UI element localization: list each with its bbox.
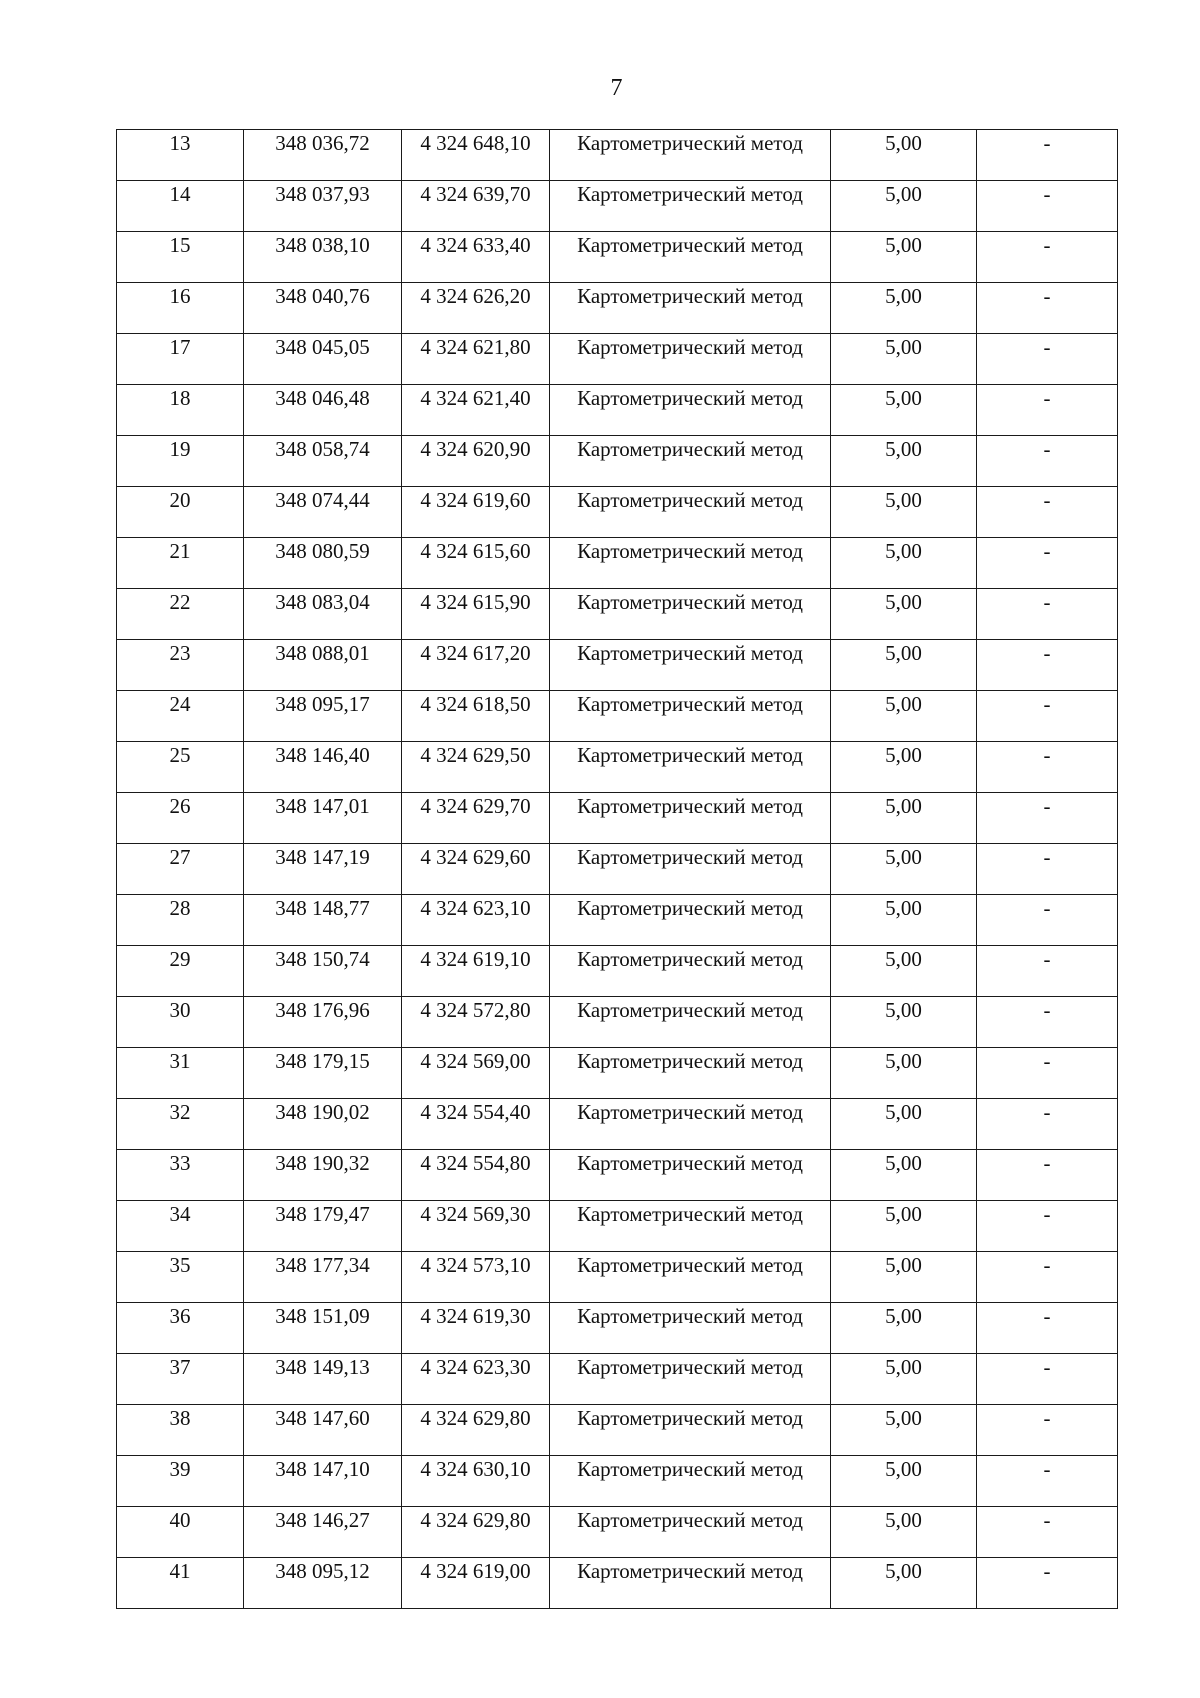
x-coordinate-cell: 348 088,01 [244,640,402,691]
method-cell: Картометрический метод [550,691,831,742]
point-number-cell: 37 [117,1354,244,1405]
point-number-cell: 26 [117,793,244,844]
point-number-cell: 13 [117,130,244,181]
note-cell: - [977,1099,1118,1150]
note-cell: - [977,232,1118,283]
x-coordinate-cell: 348 147,10 [244,1456,402,1507]
note-cell: - [977,589,1118,640]
y-coordinate-cell: 4 324 629,50 [402,742,550,793]
point-number-cell: 15 [117,232,244,283]
note-cell: - [977,742,1118,793]
x-coordinate-cell: 348 147,19 [244,844,402,895]
method-cell: Картометрический метод [550,1201,831,1252]
point-number-cell: 21 [117,538,244,589]
accuracy-cell: 5,00 [831,844,977,895]
x-coordinate-cell: 348 179,15 [244,1048,402,1099]
note-cell: - [977,130,1118,181]
table-row [117,436,1118,487]
method-cell: Картометрический метод [550,385,831,436]
y-coordinate-cell: 4 324 629,80 [402,1507,550,1558]
point-number-cell: 22 [117,589,244,640]
table-row [117,1558,1118,1609]
x-coordinate-cell: 348 037,93 [244,181,402,232]
method-cell: Картометрический метод [550,1507,831,1558]
table-row [117,793,1118,844]
method-cell: Картометрический метод [550,1558,831,1609]
table-row [117,844,1118,895]
point-number-cell: 39 [117,1456,244,1507]
accuracy-cell: 5,00 [831,538,977,589]
method-cell: Картометрический метод [550,487,831,538]
x-coordinate-cell: 348 095,17 [244,691,402,742]
method-cell: Картометрический метод [550,1099,831,1150]
y-coordinate-cell: 4 324 623,10 [402,895,550,946]
table-row [117,742,1118,793]
point-number-cell: 24 [117,691,244,742]
accuracy-cell: 5,00 [831,1252,977,1303]
note-cell: - [977,640,1118,691]
note-cell: - [977,1201,1118,1252]
x-coordinate-cell: 348 045,05 [244,334,402,385]
y-coordinate-cell: 4 324 615,90 [402,589,550,640]
method-cell: Картометрический метод [550,334,831,385]
method-cell: Картометрический метод [550,436,831,487]
y-coordinate-cell: 4 324 573,10 [402,1252,550,1303]
table-row [117,1048,1118,1099]
point-number-cell: 40 [117,1507,244,1558]
y-coordinate-cell: 4 324 629,80 [402,1405,550,1456]
method-cell: Картометрический метод [550,844,831,895]
note-cell: - [977,844,1118,895]
table-row [117,895,1118,946]
point-number-cell: 23 [117,640,244,691]
y-coordinate-cell: 4 324 619,00 [402,1558,550,1609]
accuracy-cell: 5,00 [831,232,977,283]
x-coordinate-cell: 348 147,60 [244,1405,402,1456]
y-coordinate-cell: 4 324 569,00 [402,1048,550,1099]
table-row [117,589,1118,640]
table-row [117,1150,1118,1201]
y-coordinate-cell: 4 324 633,40 [402,232,550,283]
accuracy-cell: 5,00 [831,691,977,742]
table-body [117,130,1118,1609]
table-row [117,232,1118,283]
accuracy-cell: 5,00 [831,1303,977,1354]
point-number-cell: 32 [117,1099,244,1150]
method-cell: Картометрический метод [550,997,831,1048]
point-number-cell: 28 [117,895,244,946]
point-number-cell: 33 [117,1150,244,1201]
accuracy-cell: 5,00 [831,1558,977,1609]
method-cell: Картометрический метод [550,1405,831,1456]
accuracy-cell: 5,00 [831,130,977,181]
point-number-cell: 19 [117,436,244,487]
accuracy-cell: 5,00 [831,1150,977,1201]
table-row [117,385,1118,436]
x-coordinate-cell: 348 148,77 [244,895,402,946]
accuracy-cell: 5,00 [831,946,977,997]
table-row [117,1201,1118,1252]
y-coordinate-cell: 4 324 623,30 [402,1354,550,1405]
table-row [117,1099,1118,1150]
y-coordinate-cell: 4 324 554,40 [402,1099,550,1150]
table-row [117,1507,1118,1558]
accuracy-cell: 5,00 [831,487,977,538]
note-cell: - [977,436,1118,487]
table-row [117,130,1118,181]
x-coordinate-cell: 348 151,09 [244,1303,402,1354]
method-cell: Картометрический метод [550,1150,831,1201]
x-coordinate-cell: 348 146,27 [244,1507,402,1558]
accuracy-cell: 5,00 [831,334,977,385]
point-number-cell: 18 [117,385,244,436]
accuracy-cell: 5,00 [831,1456,977,1507]
point-number-cell: 38 [117,1405,244,1456]
coordinates-table [116,129,1118,1609]
method-cell: Картометрический метод [550,589,831,640]
point-number-cell: 36 [117,1303,244,1354]
table-row [117,1405,1118,1456]
y-coordinate-cell: 4 324 630,10 [402,1456,550,1507]
point-number-cell: 17 [117,334,244,385]
x-coordinate-cell: 348 150,74 [244,946,402,997]
x-coordinate-cell: 348 177,34 [244,1252,402,1303]
point-number-cell: 27 [117,844,244,895]
accuracy-cell: 5,00 [831,1099,977,1150]
table-row [117,691,1118,742]
x-coordinate-cell: 348 036,72 [244,130,402,181]
point-number-cell: 14 [117,181,244,232]
y-coordinate-cell: 4 324 554,80 [402,1150,550,1201]
note-cell: - [977,1354,1118,1405]
note-cell: - [977,1456,1118,1507]
point-number-cell: 30 [117,997,244,1048]
accuracy-cell: 5,00 [831,589,977,640]
note-cell: - [977,1405,1118,1456]
page-number: 7 [610,75,623,101]
table-row [117,1303,1118,1354]
x-coordinate-cell: 348 046,48 [244,385,402,436]
table-row [117,487,1118,538]
note-cell: - [977,895,1118,946]
y-coordinate-cell: 4 324 621,80 [402,334,550,385]
accuracy-cell: 5,00 [831,436,977,487]
point-number-cell: 20 [117,487,244,538]
method-cell: Картометрический метод [550,640,831,691]
y-coordinate-cell: 4 324 615,60 [402,538,550,589]
note-cell: - [977,1507,1118,1558]
table-row [117,946,1118,997]
note-cell: - [977,793,1118,844]
table-row [117,1456,1118,1507]
x-coordinate-cell: 348 176,96 [244,997,402,1048]
y-coordinate-cell: 4 324 621,40 [402,385,550,436]
accuracy-cell: 5,00 [831,793,977,844]
method-cell: Картометрический метод [550,793,831,844]
x-coordinate-cell: 348 074,44 [244,487,402,538]
note-cell: - [977,385,1118,436]
table-row [117,1354,1118,1405]
x-coordinate-cell: 348 190,32 [244,1150,402,1201]
x-coordinate-cell: 348 146,40 [244,742,402,793]
y-coordinate-cell: 4 324 648,10 [402,130,550,181]
method-cell: Картометрический метод [550,130,831,181]
point-number-cell: 16 [117,283,244,334]
accuracy-cell: 5,00 [831,1354,977,1405]
y-coordinate-cell: 4 324 620,90 [402,436,550,487]
table-row [117,997,1118,1048]
point-number-cell: 31 [117,1048,244,1099]
note-cell: - [977,997,1118,1048]
y-coordinate-cell: 4 324 629,60 [402,844,550,895]
x-coordinate-cell: 348 080,59 [244,538,402,589]
y-coordinate-cell: 4 324 569,30 [402,1201,550,1252]
accuracy-cell: 5,00 [831,1201,977,1252]
accuracy-cell: 5,00 [831,640,977,691]
table-row [117,283,1118,334]
table-row [117,181,1118,232]
note-cell: - [977,487,1118,538]
note-cell: - [977,1150,1118,1201]
method-cell: Картометрический метод [550,1252,831,1303]
note-cell: - [977,1303,1118,1354]
point-number-cell: 29 [117,946,244,997]
y-coordinate-cell: 4 324 618,50 [402,691,550,742]
y-coordinate-cell: 4 324 572,80 [402,997,550,1048]
x-coordinate-cell: 348 147,01 [244,793,402,844]
note-cell: - [977,1252,1118,1303]
method-cell: Картометрический метод [550,538,831,589]
y-coordinate-cell: 4 324 626,20 [402,283,550,334]
table-row [117,640,1118,691]
note-cell: - [977,1048,1118,1099]
method-cell: Картометрический метод [550,232,831,283]
method-cell: Картометрический метод [550,1048,831,1099]
note-cell: - [977,538,1118,589]
x-coordinate-cell: 348 058,74 [244,436,402,487]
x-coordinate-cell: 348 149,13 [244,1354,402,1405]
y-coordinate-cell: 4 324 619,60 [402,487,550,538]
accuracy-cell: 5,00 [831,1507,977,1558]
method-cell: Картометрический метод [550,946,831,997]
note-cell: - [977,181,1118,232]
point-number-cell: 34 [117,1201,244,1252]
method-cell: Картометрический метод [550,1354,831,1405]
y-coordinate-cell: 4 324 619,10 [402,946,550,997]
accuracy-cell: 5,00 [831,895,977,946]
x-coordinate-cell: 348 095,12 [244,1558,402,1609]
y-coordinate-cell: 4 324 617,20 [402,640,550,691]
y-coordinate-cell: 4 324 619,30 [402,1303,550,1354]
x-coordinate-cell: 348 038,10 [244,232,402,283]
accuracy-cell: 5,00 [831,997,977,1048]
y-coordinate-cell: 4 324 629,70 [402,793,550,844]
table-row [117,334,1118,385]
x-coordinate-cell: 348 190,02 [244,1099,402,1150]
x-coordinate-cell: 348 083,04 [244,589,402,640]
x-coordinate-cell: 348 040,76 [244,283,402,334]
accuracy-cell: 5,00 [831,283,977,334]
method-cell: Картометрический метод [550,1303,831,1354]
note-cell: - [977,1558,1118,1609]
accuracy-cell: 5,00 [831,1048,977,1099]
method-cell: Картометрический метод [550,1456,831,1507]
method-cell: Картометрический метод [550,742,831,793]
accuracy-cell: 5,00 [831,742,977,793]
note-cell: - [977,334,1118,385]
accuracy-cell: 5,00 [831,181,977,232]
note-cell: - [977,283,1118,334]
y-coordinate-cell: 4 324 639,70 [402,181,550,232]
note-cell: - [977,691,1118,742]
accuracy-cell: 5,00 [831,1405,977,1456]
accuracy-cell: 5,00 [831,385,977,436]
point-number-cell: 25 [117,742,244,793]
method-cell: Картометрический метод [550,181,831,232]
method-cell: Картометрический метод [550,283,831,334]
method-cell: Картометрический метод [550,895,831,946]
point-number-cell: 41 [117,1558,244,1609]
x-coordinate-cell: 348 179,47 [244,1201,402,1252]
note-cell: - [977,946,1118,997]
point-number-cell: 35 [117,1252,244,1303]
table-row [117,1252,1118,1303]
table-row [117,538,1118,589]
